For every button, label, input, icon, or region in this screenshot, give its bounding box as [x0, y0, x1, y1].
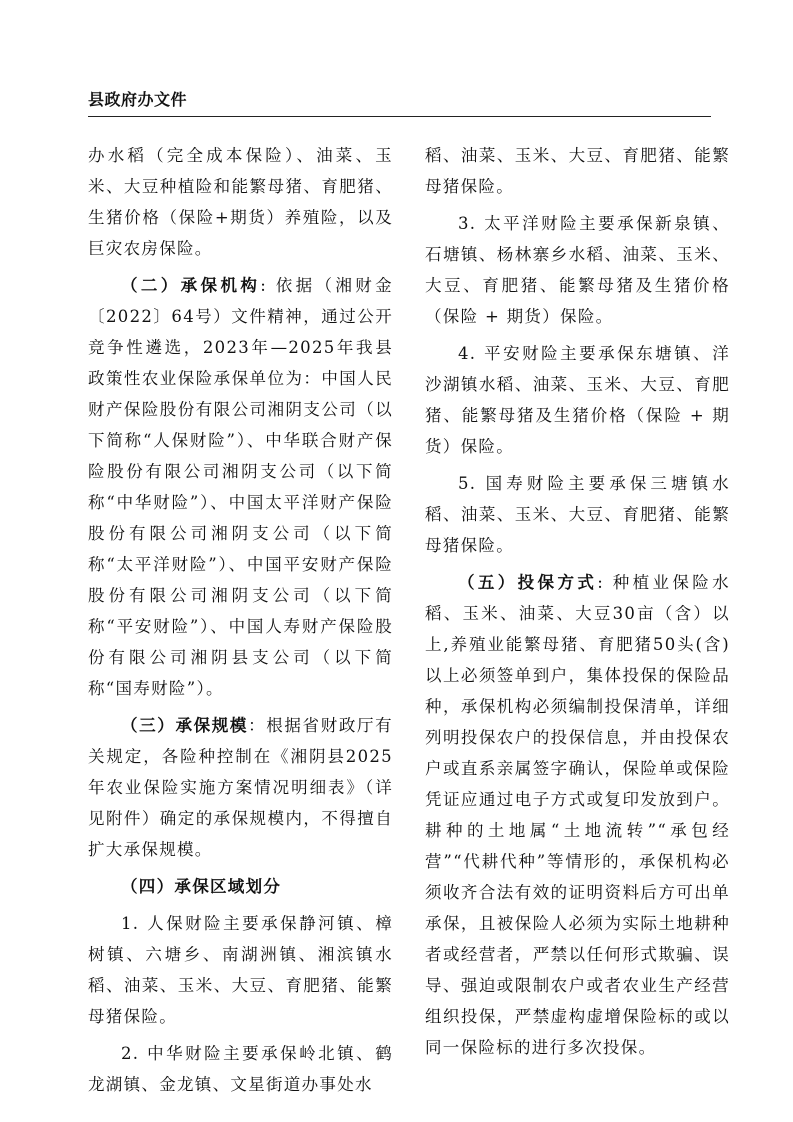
section-body-method: : 种植业保险水稻、玉米、油菜、大豆30亩（含）以上,养殖业能繁母猪、育肥猪50头(含)以上必须签单到户，集体投保的保险品种，承保机构必须编制投保清单，详细列明投保农户的投保信息，并由投保农户或直系亲属签字确认，保险单或保险凭证应通过电子方式或复印发放到户。耕种的土地属“土地流转”“承包经营”“代耕代种”等情形的，承保机构必须收齐合法有效的证明资料后方可出单承保，且被保险人必须为实际土地耕种者或经营者，严禁以任何形式欺骗、误导、强迫或限制农户或者农业生产经营组织投保，严禁虚构虚增保险标的或以同一保险标的进行多次投保。: [425, 573, 730, 1057]
paragraph-insurance-types: 办水稻（完全成本保险）、油菜、玉米、大豆种植险和能繁母猪、育肥猪、生猪价格（保险+期货）养殖险，以及巨灾农房保险。: [88, 146, 393, 258]
right-column: [425, 140, 730, 1069]
section-heading-region: （四）承保区域划分: [121, 877, 282, 896]
section-heading-institutions: （二）承保机构: [121, 276, 261, 295]
paragraph-underwriting-scale: [88, 710, 393, 865]
paragraph-region-3: 3. 太平洋财险主要承保新泉镇、石塘镇、杨林寨乡水稻、油菜、玉米、大豆、育肥猪、能繁母猪及生猪价格（保险 + 期货）保险。: [425, 214, 730, 326]
paragraph-region-2-cont: 稻、油菜、玉米、大豆、育肥猪、能繁母猪保险。: [425, 146, 730, 196]
header-title: 县政府办文件: [88, 90, 188, 109]
paragraph-insurance-method: [425, 567, 730, 1063]
paragraph-underwriting-institutions: [88, 270, 393, 704]
section-heading-method: （五）投保方式: [458, 573, 598, 592]
paragraph-region-4: 4. 平安财险主要承保东塘镇、洋沙湖镇水稻、油菜、玉米、大豆、育肥猪、能繁母猪及生猪价格（保险 + 期货）保险。: [425, 344, 730, 456]
paragraph-region-1: 1. 人保财险主要承保静河镇、樟树镇、六塘乡、南湖洲镇、湘滨镇水稻、油菜、玉米、大豆、育肥猪、能繁母猪保险。: [88, 914, 393, 1026]
section-body-institutions: : 依据（湘财金〔2022〕64号）文件精神，通过公开竞争性遴选，2023年—2025年我县政策性农业保险承保单位为：中国人民财产保险股份有限公司湘阴支公司（以下简称“人保财险”）、中华联合财产保险股份有限公司湘阴支公司（以下简称“中华财险”）、中国太平洋财产保险股份有限公司湘阴支公司（以下简称“太平洋财险”）、中国平安财产保险股份有限公司湘阴支公司（以下简称“平安财险”）、中国人寿财产保险股份有限公司湘阴县支公司（以下简称“国寿财险”）。: [88, 276, 393, 698]
paragraph-region-2: 2. 中华财险主要承保岭北镇、鹤龙湖镇、金龙镇、文星街道办事处水: [88, 1044, 393, 1094]
section-heading-scale: （三）承保规模: [121, 716, 249, 735]
left-column: [88, 140, 393, 1106]
page-header: [88, 90, 711, 117]
paragraph-region-5: 5. 国寿财险主要承保三塘镇水稻、油菜、玉米、大豆、育肥猪、能繁母猪保险。: [425, 474, 730, 555]
section-body-scale: ：根据省财政厅有关规定，各险种控制在《湘阴县2025年农业保险实施方案情况明细表》（详见附件）确定的承保规模内，不得擅自扩大承保规模。: [88, 716, 393, 859]
